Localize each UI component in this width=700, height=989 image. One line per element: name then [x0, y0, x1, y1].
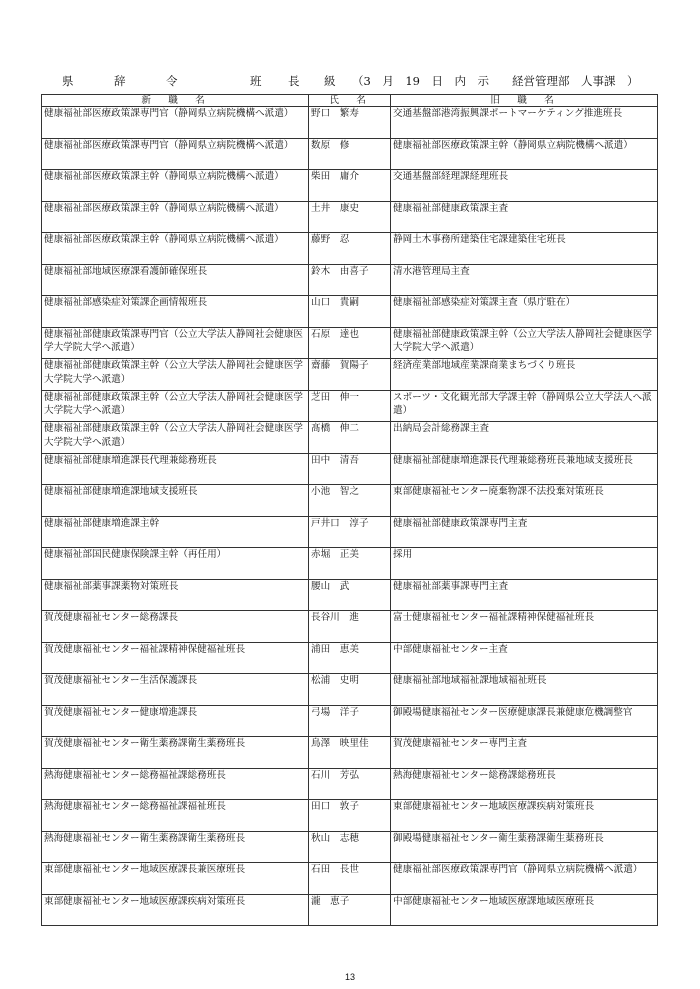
table-row [42, 201, 658, 233]
name-cell: 秋山 志穂 [309, 831, 391, 863]
old-post-cell: 交通基盤部経理課経理班長 [391, 170, 658, 202]
old-post-cell: 健康福祉部薬事課専門主査 [391, 579, 658, 611]
new-post-cell: 健康福祉部健康政策課主幹（公立大学法人静岡社会健康医学大学院大学へ派遣） [42, 359, 309, 391]
table-row [42, 296, 658, 328]
new-post-cell: 健康福祉部健康増進課長代理兼総務班長 [42, 453, 309, 485]
table-row [42, 233, 658, 265]
name-cell: 石田 長世 [309, 863, 391, 895]
old-post-cell: 富士健康福祉センター福祉課精神保健福祉班長 [391, 611, 658, 643]
name-cell: 鈴木 由喜子 [309, 264, 391, 296]
new-post-cell: 健康福祉部国民健康保険課主幹（再任用） [42, 548, 309, 580]
header-grade-kyu: 級 [324, 74, 336, 88]
old-post-cell: 御殿場健康福祉センター医療健康課長兼健康危機調整官 [391, 705, 658, 737]
name-cell: 山口 貴嗣 [309, 296, 391, 328]
table-row [42, 863, 658, 895]
table-row [42, 359, 658, 391]
name-cell: 齋藤 賀陽子 [309, 359, 391, 391]
new-post-cell: 健康福祉部医療政策課専門官（静岡県立病院機構へ派遣） [42, 138, 309, 170]
new-post-cell: 賀茂健康福祉センター福祉課精神保健福祉班長 [42, 642, 309, 674]
new-post-cell: 健康福祉部医療政策課主幹（静岡県立病院機構へ派遣） [42, 201, 309, 233]
table-row [42, 894, 658, 926]
table-row [42, 138, 658, 170]
name-cell: 柴田 庸介 [309, 170, 391, 202]
new-post-cell: 健康福祉部薬事課薬物対策班長 [42, 579, 309, 611]
new-post-cell: 健康福祉部医療政策課専門官（静岡県立病院機構へ派遣） [42, 107, 309, 139]
table-row [42, 170, 658, 202]
new-post-cell: 健康福祉部感染症対策課企画情報班長 [42, 296, 309, 328]
table-row [42, 579, 658, 611]
old-post-cell: スポーツ・文化観光部大学課主幹（静岡県公立大学法人へ派遣） [391, 390, 658, 422]
new-post-cell: 健康福祉部健康政策課専門官（公立大学法人静岡社会健康医学大学院大学へ派遣） [42, 327, 309, 359]
name-cell: 石川 芳弘 [309, 768, 391, 800]
name-cell: 浦田 恵美 [309, 642, 391, 674]
old-post-cell: 健康福祉部感染症対策課主査（県庁駐在） [391, 296, 658, 328]
old-post-cell: 中部健康福祉センター地域医療課地域医療班長 [391, 894, 658, 926]
name-cell: 野口 繁寿 [309, 107, 391, 139]
column-header-old-post: 旧 職 名 [391, 95, 658, 107]
table-body [42, 107, 658, 926]
name-cell: 石原 達也 [309, 327, 391, 359]
column-header-new-post: 新 職 名 [42, 95, 309, 107]
table-row [42, 422, 658, 454]
old-post-cell: 賀茂健康福祉センター専門主査 [391, 737, 658, 769]
old-post-cell: 経済産業部地域産業課商業まちづくり班長 [391, 359, 658, 391]
old-post-cell: 東部健康福祉センター地域医療課疾病対策班長 [391, 800, 658, 832]
new-post-cell: 健康福祉部医療政策課主幹（静岡県立病院機構へ派遣） [42, 233, 309, 265]
new-post-cell: 東部健康福祉センター地域医療課長兼医療班長 [42, 863, 309, 895]
personnel-table [41, 94, 658, 926]
table-row [42, 611, 658, 643]
name-cell: 鳥澤 映里佳 [309, 737, 391, 769]
old-post-cell: 熱海健康福祉センター総務課総務班長 [391, 768, 658, 800]
new-post-cell: 健康福祉部地域医療課看護師確保班長 [42, 264, 309, 296]
name-cell: 小池 智之 [309, 485, 391, 517]
name-cell: 藤野 忍 [309, 233, 391, 265]
old-post-cell: 健康福祉部健康政策課主査 [391, 201, 658, 233]
table-row [42, 768, 658, 800]
old-post-cell: 健康福祉部健康政策課主幹（公立大学法人静岡社会健康医学大学院大学へ派遣） [391, 327, 658, 359]
new-post-cell: 健康福祉部健康政策課主幹（公立大学法人静岡社会健康医学大学院大学へ派遣） [42, 390, 309, 422]
header-grade-cho: 長 [288, 74, 300, 88]
header-rei: 令 [166, 74, 178, 88]
name-cell: 腰山 武 [309, 579, 391, 611]
table-row [42, 107, 658, 139]
old-post-cell: 健康福祉部医療政策課主幹（静岡県立病院機構へ派遣） [391, 138, 658, 170]
page-number: 13 [344, 972, 355, 982]
new-post-cell: 健康福祉部医療政策課主幹（静岡県立病院機構へ派遣） [42, 170, 309, 202]
old-post-cell: 東部健康福祉センター廃棄物課不法投棄対策班長 [391, 485, 658, 517]
name-cell: 数原 修 [309, 138, 391, 170]
table-row [42, 800, 658, 832]
old-post-cell: 健康福祉部地域福祉課地域福祉班長 [391, 674, 658, 706]
table-row [42, 642, 658, 674]
header-note: （3 月 19 日 内 示 経営管理部 人事課 ） [352, 74, 639, 88]
new-post-cell: 健康福祉部健康増進課主幹 [42, 516, 309, 548]
name-cell: 田口 敦子 [309, 800, 391, 832]
header-prefecture: 県 [62, 74, 74, 88]
old-post-cell: 採用 [391, 548, 658, 580]
header-jirei: 辞 [114, 74, 126, 88]
name-cell: 弓場 洋子 [309, 705, 391, 737]
old-post-cell: 交通基盤部港湾振興課ポートマーケティング推進班長 [391, 107, 658, 139]
name-cell: 松浦 史明 [309, 674, 391, 706]
old-post-cell: 御殿場健康福祉センター衛生薬務課衛生薬務班長 [391, 831, 658, 863]
table-row [42, 390, 658, 422]
new-post-cell: 熱海健康福祉センター衛生薬務課衛生薬務班長 [42, 831, 309, 863]
new-post-cell: 賀茂健康福祉センター生活保護課長 [42, 674, 309, 706]
new-post-cell: 健康福祉部健康増進課地域支援班長 [42, 485, 309, 517]
document-header [62, 73, 662, 89]
table-row [42, 737, 658, 769]
name-cell: 赤堀 正美 [309, 548, 391, 580]
header-grade-han: 班 [250, 74, 262, 88]
old-post-cell: 健康福祉部健康政策課専門主査 [391, 516, 658, 548]
name-cell: 土井 康史 [309, 201, 391, 233]
old-post-cell: 中部健康福祉センター主査 [391, 642, 658, 674]
new-post-cell: 熱海健康福祉センター総務福祉課福祉班長 [42, 800, 309, 832]
table-row [42, 674, 658, 706]
table-row [42, 705, 658, 737]
old-post-cell: 清水港管理局主査 [391, 264, 658, 296]
table-row [42, 516, 658, 548]
table-row [42, 264, 658, 296]
name-cell: 髙橋 伸二 [309, 422, 391, 454]
name-cell: 瀧 恵子 [309, 894, 391, 926]
name-cell: 戸井口 淳子 [309, 516, 391, 548]
name-cell: 芝田 伸一 [309, 390, 391, 422]
table-row [42, 485, 658, 517]
new-post-cell: 熱海健康福祉センター総務福祉課総務班長 [42, 768, 309, 800]
new-post-cell: 健康福祉部健康政策課主幹（公立大学法人静岡社会健康医学大学院大学へ派遣） [42, 422, 309, 454]
table-row [42, 453, 658, 485]
table-row [42, 327, 658, 359]
new-post-cell: 賀茂健康福祉センター健康増進課長 [42, 705, 309, 737]
table-header-row [42, 95, 658, 107]
old-post-cell: 静岡土木事務所建築住宅課建築住宅班長 [391, 233, 658, 265]
old-post-cell: 健康福祉部健康増進課長代理兼総務班長兼地域支援班長 [391, 453, 658, 485]
old-post-cell: 健康福祉部医療政策課専門官（静岡県立病院機構へ派遣） [391, 863, 658, 895]
table-row [42, 831, 658, 863]
name-cell: 田中 清吾 [309, 453, 391, 485]
old-post-cell: 出納局会計総務課主査 [391, 422, 658, 454]
column-header-name: 氏 名 [309, 95, 391, 107]
new-post-cell: 賀茂健康福祉センター総務課長 [42, 611, 309, 643]
table-row [42, 548, 658, 580]
new-post-cell: 東部健康福祉センター地域医療課疾病対策班長 [42, 894, 309, 926]
new-post-cell: 賀茂健康福祉センター衛生薬務課衛生薬務班長 [42, 737, 309, 769]
name-cell: 長谷川 進 [309, 611, 391, 643]
